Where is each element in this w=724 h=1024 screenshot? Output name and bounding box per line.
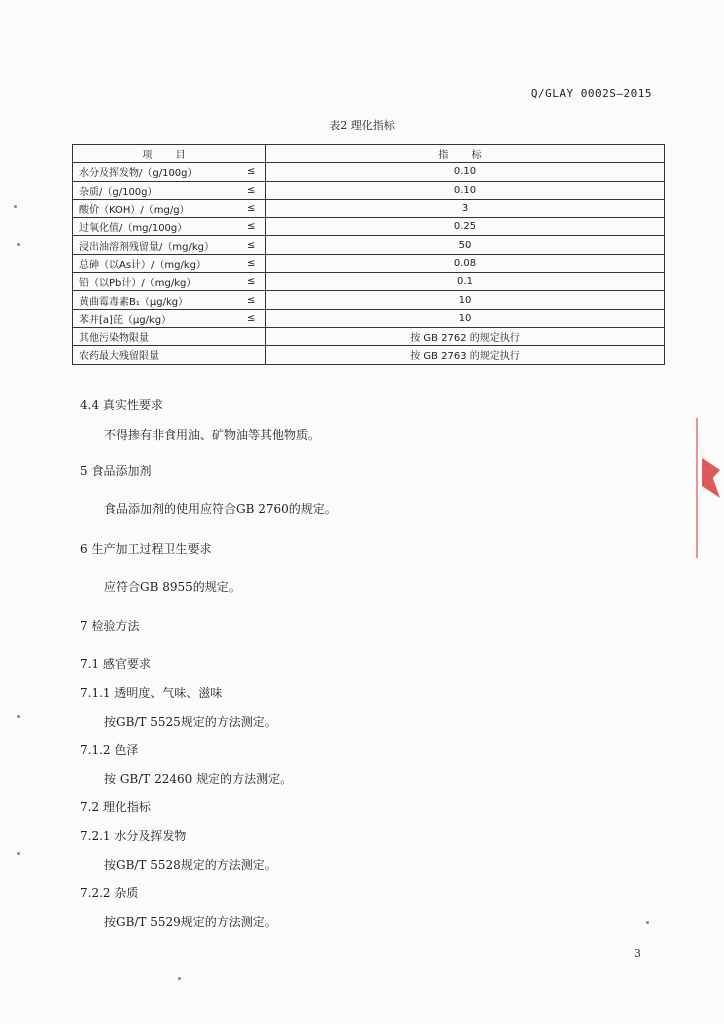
table-row — [73, 236, 665, 254]
row-operator: ≤ — [238, 309, 266, 327]
table-row — [73, 218, 665, 236]
table-header-row — [73, 145, 665, 163]
table-row — [73, 273, 665, 291]
row-value: 0.10 — [266, 181, 665, 199]
section-heading: 7.2 理化指标 — [80, 800, 151, 814]
section-heading: 7.1 感官要求 — [80, 657, 151, 671]
row-item: 过氧化值/（mg/100g） — [73, 218, 238, 236]
section-heading: 5 食品添加剂 — [80, 464, 152, 478]
table-title: 表2 理化指标 — [329, 119, 395, 132]
row-operator: ≤ — [238, 254, 266, 272]
section-heading: 7.1.1 透明度、气味、滋味 — [80, 686, 223, 700]
row-value: 50 — [266, 236, 665, 254]
document-code: Q/GLAY 0002S—2015 — [530, 87, 652, 100]
row-operator: ≤ — [238, 218, 266, 236]
section-body: 按GB/T 5529规定的方法测定。 — [104, 915, 277, 929]
row-value: 3 — [266, 199, 665, 217]
row-item: 农药最大残留限量 — [73, 346, 266, 364]
table-row — [73, 181, 665, 199]
spec-table — [72, 144, 665, 365]
header-value: 指 标 — [266, 145, 665, 163]
row-value: 0.10 — [266, 163, 665, 181]
row-item: 黄曲霉毒素B₁（μg/kg） — [73, 291, 238, 309]
section-body: 按GB/T 5528规定的方法测定。 — [104, 858, 277, 872]
row-item: 其他污染物限量 — [73, 327, 266, 345]
row-item: 苯并[a]芘（μg/kg） — [73, 309, 238, 327]
row-item: 杂质/（g/100g） — [73, 181, 238, 199]
table-row — [73, 346, 665, 364]
table-row — [73, 327, 665, 345]
row-item: 总砷（以As计）/（mg/kg） — [73, 254, 238, 272]
row-operator: ≤ — [238, 236, 266, 254]
section-heading: 6 生产加工过程卫生要求 — [80, 542, 212, 556]
section-heading: 7 检验方法 — [80, 619, 140, 633]
row-operator: ≤ — [238, 163, 266, 181]
table-row — [73, 163, 665, 181]
section-body: 不得掺有非食用油、矿物油等其他物质。 — [104, 428, 321, 442]
row-operator: ≤ — [238, 181, 266, 199]
row-value: 10 — [266, 291, 665, 309]
row-item: 铅（以Pb计）/（mg/kg） — [73, 273, 238, 291]
row-item: 水分及挥发物/（g/100g） — [73, 163, 238, 181]
row-value: 0.08 — [266, 254, 665, 272]
row-item: 酸价（KOH）/（mg/g） — [73, 199, 238, 217]
section-heading: 7.1.2 色泽 — [80, 743, 139, 757]
header-item: 项 目 — [73, 145, 266, 163]
section-body: 按 GB/T 22460 规定的方法测定。 — [104, 772, 293, 786]
section-body: 食品添加剂的使用应符合GB 2760的规定。 — [104, 502, 337, 516]
table-row — [73, 254, 665, 272]
row-value: 按 GB 2763 的规定执行 — [266, 346, 665, 364]
page-number: 3 — [634, 947, 641, 960]
row-operator: ≤ — [238, 199, 266, 217]
section-body: 应符合GB 8955的规定。 — [104, 580, 241, 594]
section-heading: 7.2.2 杂质 — [80, 886, 139, 900]
row-value: 0.25 — [266, 218, 665, 236]
row-operator: ≤ — [238, 273, 266, 291]
table-row — [73, 291, 665, 309]
section-body: 按GB/T 5525规定的方法测定。 — [104, 715, 277, 729]
row-value: 按 GB 2762 的规定执行 — [266, 327, 665, 345]
section-heading: 7.2.1 水分及挥发物 — [80, 829, 187, 843]
section-heading: 4.4 真实性要求 — [80, 398, 163, 412]
row-value: 0.1 — [266, 273, 665, 291]
row-item: 浸出油溶剂残留量/（mg/kg） — [73, 236, 238, 254]
table-row — [73, 199, 665, 217]
red-stamp-fragment — [696, 418, 724, 558]
row-value: 10 — [266, 309, 665, 327]
table-row — [73, 309, 665, 327]
row-operator: ≤ — [238, 291, 266, 309]
